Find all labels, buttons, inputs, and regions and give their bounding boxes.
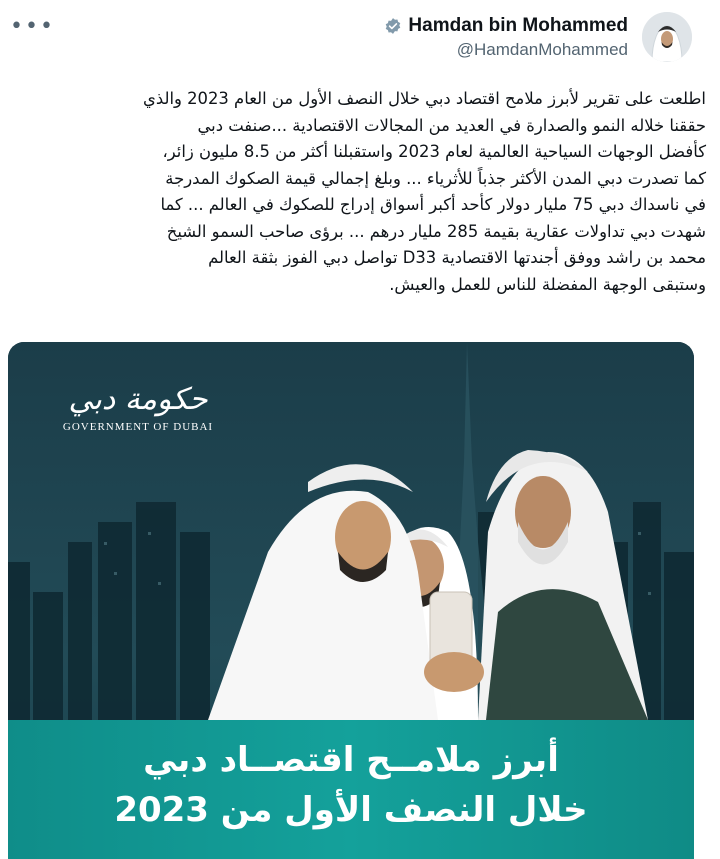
government-of-dubai-logo xyxy=(58,382,218,433)
headline-banner xyxy=(8,720,694,859)
tweet-text xyxy=(10,86,706,298)
name-row xyxy=(384,15,628,37)
tweet-line: اطلعت على تقرير لأبرز ملامح اقتصاد دبي خلال النصف الأول من العام 2023 والذي xyxy=(143,89,706,108)
banner-line-1: أبرز ملامــح اقتصــاد دبي xyxy=(143,740,559,780)
tweet-line: وستبقى الوجهة المفضلة للناس للعمل والعيش. xyxy=(389,274,706,294)
more-options-icon[interactable]: ••• xyxy=(10,14,55,39)
media-card[interactable] xyxy=(8,342,694,859)
logo-arabic-text: حكومة دبي xyxy=(68,382,208,417)
display-name[interactable]: Hamdan bin Mohammed xyxy=(408,14,628,36)
avatar[interactable] xyxy=(642,12,692,62)
verified-badge-icon xyxy=(384,17,402,35)
tweet-line: محمد بن راشد ووفق أجندتها الاقتصادية D33 تواصل دبي الفوز بثقة العالم xyxy=(208,248,706,267)
logo-english-text: GOVERNMENT OF DUBAI xyxy=(62,421,214,433)
tweet-line: كما تصدرت دبي المدن الأكثر جذباً للأثرياء ... وبلغ إجمالي قيمة الصكوك المدرجة xyxy=(165,168,706,188)
tweet-line: في ناسداك دبي 75 مليار دولار كأحد أكبر أسواق إدراج للصكوك في العالم ... كما xyxy=(160,195,706,214)
avatar-image xyxy=(642,12,692,62)
banner-line-2: خلال النصف الأول من 2023 xyxy=(114,790,588,830)
author-names xyxy=(384,15,628,60)
tweet-header xyxy=(384,12,692,62)
tweet-line: حققنا خلاله النمو والصدارة في العديد من المجالات الاقتصادية ...صنفت دبي xyxy=(197,115,706,135)
tweet-line: شهدت دبي تداولات عقارية بقيمة 285 مليار درهم ... برؤى صاحب السمو الشيخ xyxy=(166,221,706,241)
user-handle[interactable]: @HamdanMohammed xyxy=(456,39,628,59)
tweet-line: كأفضل الوجهات السياحية العالمية لعام 2023 واستقبلنا أكثر من 8.5 مليون زائر، xyxy=(162,142,706,161)
